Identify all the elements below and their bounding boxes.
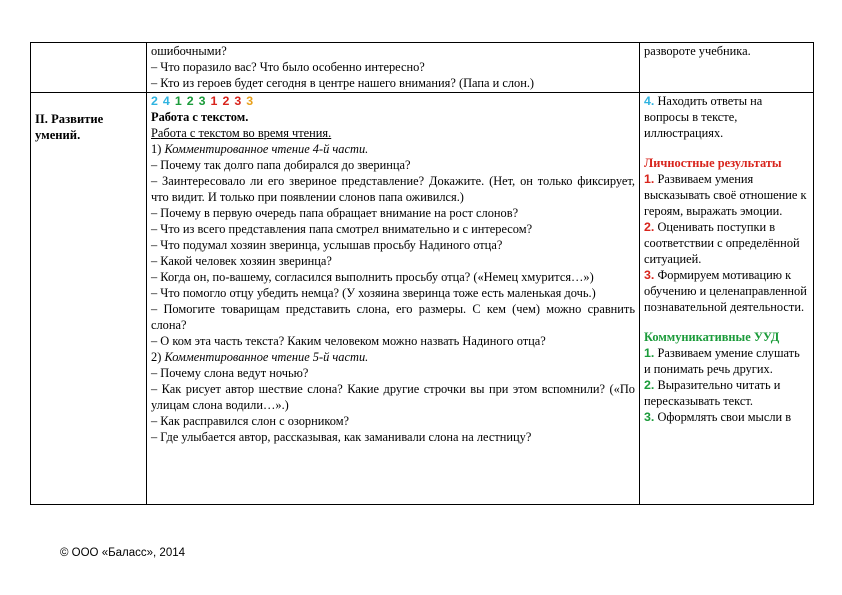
question-line: – О ком эта часть текста? Каким человеком можно назвать Надиного отца? <box>151 334 546 348</box>
part-title-text: Комментированное чтение 4-й части. <box>164 142 369 156</box>
result-item <box>644 267 809 315</box>
result-number: 3. <box>644 268 655 282</box>
content-cell-top <box>147 43 640 93</box>
copyright-footer: © ООО «Баласс», 2014 <box>60 547 186 559</box>
question-line: – Как рисует автор шествие слона? Какие другие строчки вы при этом вспомнили? («По улицам слона водили…».) <box>151 382 635 412</box>
result-text: Находить ответы на вопросы в тексте, иллюстрациях. <box>644 94 763 140</box>
question-list <box>151 365 635 445</box>
question-line: – Что из всего представления папа смотрел внимательно и с интересом? <box>151 222 533 236</box>
result-code-digit: 1 <box>210 94 218 108</box>
result-item <box>644 93 809 141</box>
result-item <box>644 409 809 425</box>
communicative-list <box>644 345 809 425</box>
communicative-heading: Коммуникативные УУД <box>644 330 780 344</box>
stage-label: II. Развитие умений. <box>35 112 104 142</box>
text-line: – Что поразило вас? Что было особенно интересно? <box>151 60 425 74</box>
personal-results-list <box>644 171 809 315</box>
result-code-digit: 2 <box>222 94 230 108</box>
result-item <box>644 345 809 377</box>
result-item <box>644 377 809 409</box>
question-line: – Когда он, по-вашему, согласился выполнить просьбу отца? («Немец хмурится…») <box>151 270 594 284</box>
part-title <box>151 141 635 157</box>
result-text: Оценивать поступки в соответствии с определённой ситуацией. <box>644 220 800 266</box>
result-code-digit: 2 <box>186 94 194 108</box>
result-number: 1. <box>644 172 655 186</box>
question-line: – Заинтересовало ли его звериное представление? Докажите. (Нет, он только фиксирует, что видит. И только при появлении слонов папа оживился.) <box>151 174 635 204</box>
lesson-plan-table <box>30 42 814 505</box>
question-line: – Почему в первую очередь папа обращает внимание на рост слонов? <box>151 206 519 220</box>
result-text: Формируем мотивацию к обучению и целенаправленной познавательной деятельности. <box>644 268 807 314</box>
text-line: – Кто из героев будет сегодня в центре нашего внимания? (Папа и слон.) <box>151 76 535 90</box>
content-cell <box>147 93 640 505</box>
personal-results-heading: Личностные результаты <box>644 156 782 170</box>
result-number: 1. <box>644 346 655 360</box>
result-code-digit: 3 <box>234 94 242 108</box>
table-row-main <box>31 93 814 505</box>
result-code-digit: 3 <box>246 94 254 108</box>
result-item <box>644 219 809 267</box>
question-line: – Помогите товарищам представить слона, его размеры. С кем (чем) можно сравнить слона? <box>151 302 635 332</box>
result-number: 2. <box>644 378 655 392</box>
result-code-digit: 4 <box>162 94 170 108</box>
section-heading: Работа с текстом. <box>151 110 249 124</box>
part-number: 1) <box>151 142 162 156</box>
section-subheading: Работа с текстом во время чтения. <box>151 126 332 140</box>
table-row-continuation <box>31 43 814 93</box>
result-text: Развиваем умения высказывать своё отношение к героям, выражать эмоции. <box>644 172 807 218</box>
part-number: 2) <box>151 350 162 364</box>
result-text: Оформлять свои мысли в <box>657 410 792 424</box>
result-code-digit: 2 <box>151 94 158 108</box>
question-line: – Почему слона ведут ночью? <box>151 366 309 380</box>
question-line: – Как расправился слон с озорником? <box>151 414 350 428</box>
text-line: развороте учебника. <box>644 44 751 58</box>
result-text: Выразительно читать и пересказывать текст. <box>644 378 781 408</box>
text-line: ошибочными? <box>151 44 227 58</box>
question-line: – Что помогло отцу убедить немца? (У хозяина зверинца тоже есть маленькая дочь.) <box>151 286 596 300</box>
question-line: – Какой человек хозяин зверинца? <box>151 254 332 268</box>
part-title-text: Комментированное чтение 5-й части. <box>164 350 369 364</box>
result-codes <box>151 93 635 109</box>
result-text: Развиваем умение слушать и понимать речь других. <box>644 346 800 376</box>
results-cell <box>640 93 814 505</box>
question-line: – Что подумал хозяин зверинца, услышав просьбу Надиного отца? <box>151 238 503 252</box>
stage-cell-empty <box>31 43 147 93</box>
question-line: – Где улыбается автор, рассказывая, как заманивали слона на лестницу? <box>151 430 532 444</box>
result-item <box>644 171 809 219</box>
question-line: – Почему так долго папа добирался до зверинца? <box>151 158 411 172</box>
question-list <box>151 157 635 349</box>
result-number: 4. <box>644 94 655 108</box>
part-title <box>151 349 635 365</box>
stage-cell <box>31 93 147 505</box>
result-number: 3. <box>644 410 655 424</box>
result-number: 2. <box>644 220 655 234</box>
results-cell-top <box>640 43 814 93</box>
result-code-digit: 1 <box>174 94 182 108</box>
result-code-digit: 3 <box>198 94 206 108</box>
